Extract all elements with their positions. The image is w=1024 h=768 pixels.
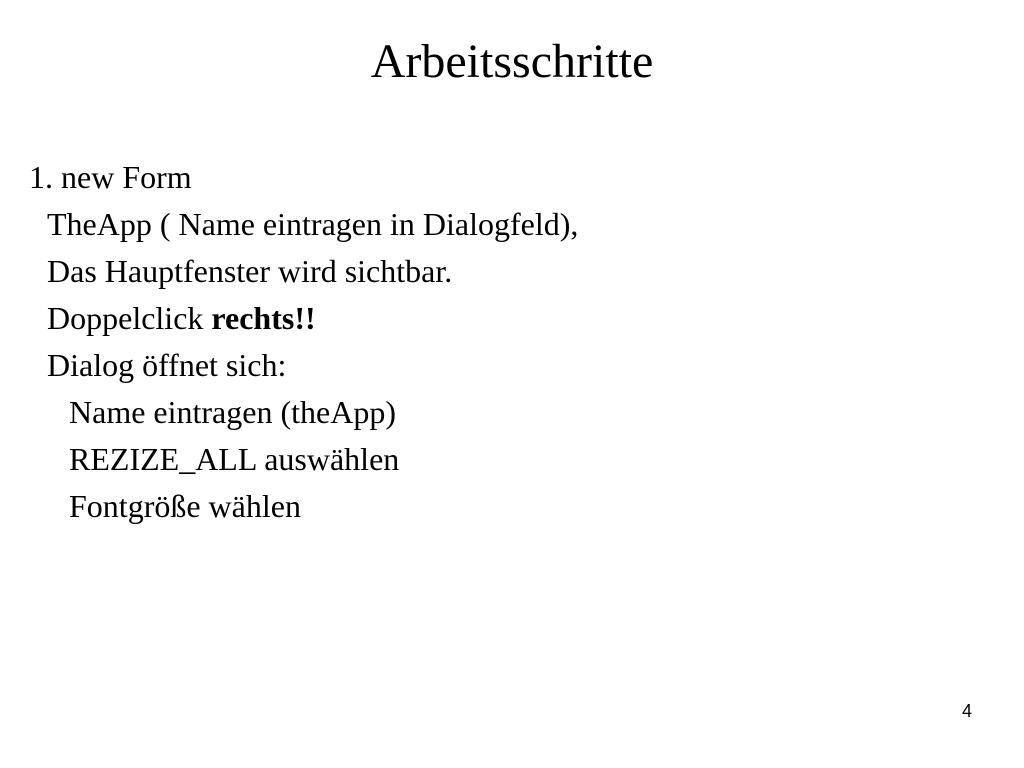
body-line-hauptfenster: Das Hauptfenster wird sichtbar. xyxy=(47,253,453,289)
rechts-emphasis: rechts!! xyxy=(211,300,316,336)
sub-line-name: Name eintragen (theApp) xyxy=(69,394,396,430)
doppelclick-text: Doppelclick xyxy=(47,300,212,336)
slide-title: Arbeitsschritte xyxy=(370,35,654,88)
step-heading: 1. new Form xyxy=(29,159,192,195)
page-number: 4 xyxy=(961,701,972,721)
body-line-doppelclick xyxy=(29,295,989,342)
sub-line-font: Fontgröße wählen xyxy=(69,488,301,524)
sub-line-resize: REZIZE_ALL auswählen xyxy=(69,441,400,477)
body-line-dialog: Dialog öffnet sich: xyxy=(47,347,287,383)
slide-body xyxy=(29,154,989,530)
body-line-theapp: TheApp ( Name eintragen in Dialogfeld), xyxy=(47,206,579,242)
